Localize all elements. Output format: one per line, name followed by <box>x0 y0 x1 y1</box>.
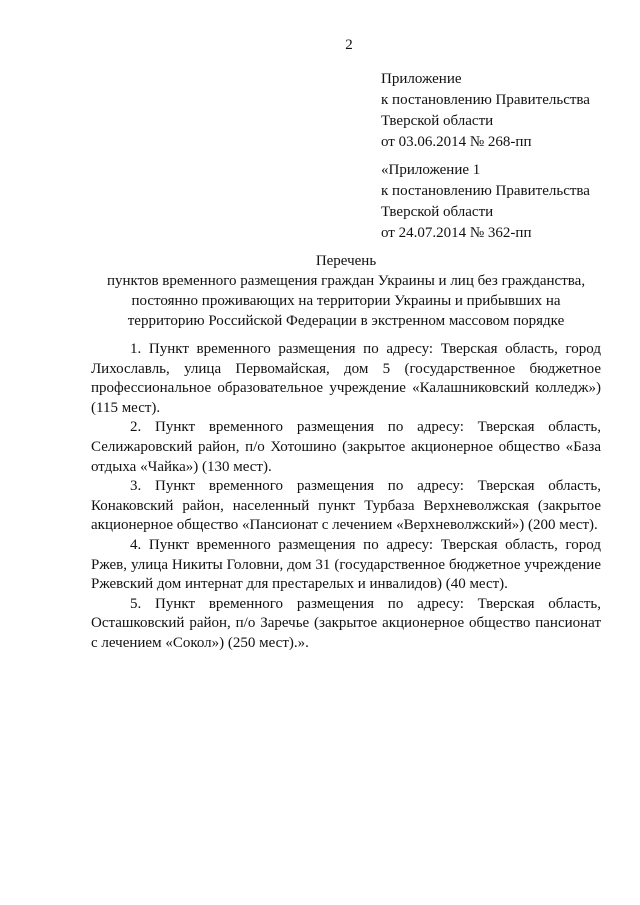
appendix-line: Тверской области <box>381 113 494 129</box>
list-item: 1. Пункт временного размещения по адресу: Тверская область, город Лихославль, улица Первомайская, дом 5 (государственное бюджетное профессиональное образовательное учреждение «Калашниковский колледж») (115 мест). <box>91 341 601 416</box>
appendix-quoted-line: «Приложение 1 <box>381 162 481 178</box>
title-line: Перечень <box>315 253 377 269</box>
title-line: территорию Российской Федерации в экстренном массовом порядке <box>127 313 565 329</box>
title-line: пунктов временного размещения граждан Украины и лиц без гражданства, <box>106 273 586 289</box>
list-item: 5. Пункт временного размещения по адресу: Тверская область, Осташковский район, п/о Заречье (закрытое акционерное общество пансионат с лечением «Сокол») (250 мест).». <box>91 595 601 651</box>
appendix-header <box>381 69 621 153</box>
document-title <box>86 251 606 331</box>
list-item: 3. Пункт временного размещения по адресу: Тверская область, Конаковский район, населенный пункт Турбаза Верхневолжская (закрытое акционерное общество «Пансионат с лечением «Верхневолжский») (200 мест). <box>91 478 601 534</box>
appendix-quoted-line: к постановлению Правительства <box>381 183 590 199</box>
list-item: 2. Пункт временного размещения по адресу: Тверская область, Селижаровский район, п/о Хотошино (закрытое акционерное общество «База отдыха «Чайка») (130 мест). <box>91 419 601 475</box>
appendix-quoted-line: от 24.07.2014 № 362-пп <box>381 225 532 241</box>
page-number: 2 <box>345 37 353 53</box>
appendix-quoted-line: Тверской области <box>381 204 494 220</box>
appendix-line: к постановлению Правительства <box>381 92 590 108</box>
appendix-line: Приложение <box>381 71 462 87</box>
items-list <box>91 340 601 654</box>
appendix-quoted-header <box>381 160 621 244</box>
appendix-line: от 03.06.2014 № 268-пп <box>381 134 532 150</box>
list-item: 4. Пункт временного размещения по адресу: Тверская область, город Ржев, улица Никиты Головни, дом 31 (государственное бюджетное учреждение Ржевский дом интернат для престарелых и инвалидов) (40 мест). <box>91 536 601 593</box>
title-line: постоянно проживающих на территории Украины и прибывших на <box>131 293 561 309</box>
